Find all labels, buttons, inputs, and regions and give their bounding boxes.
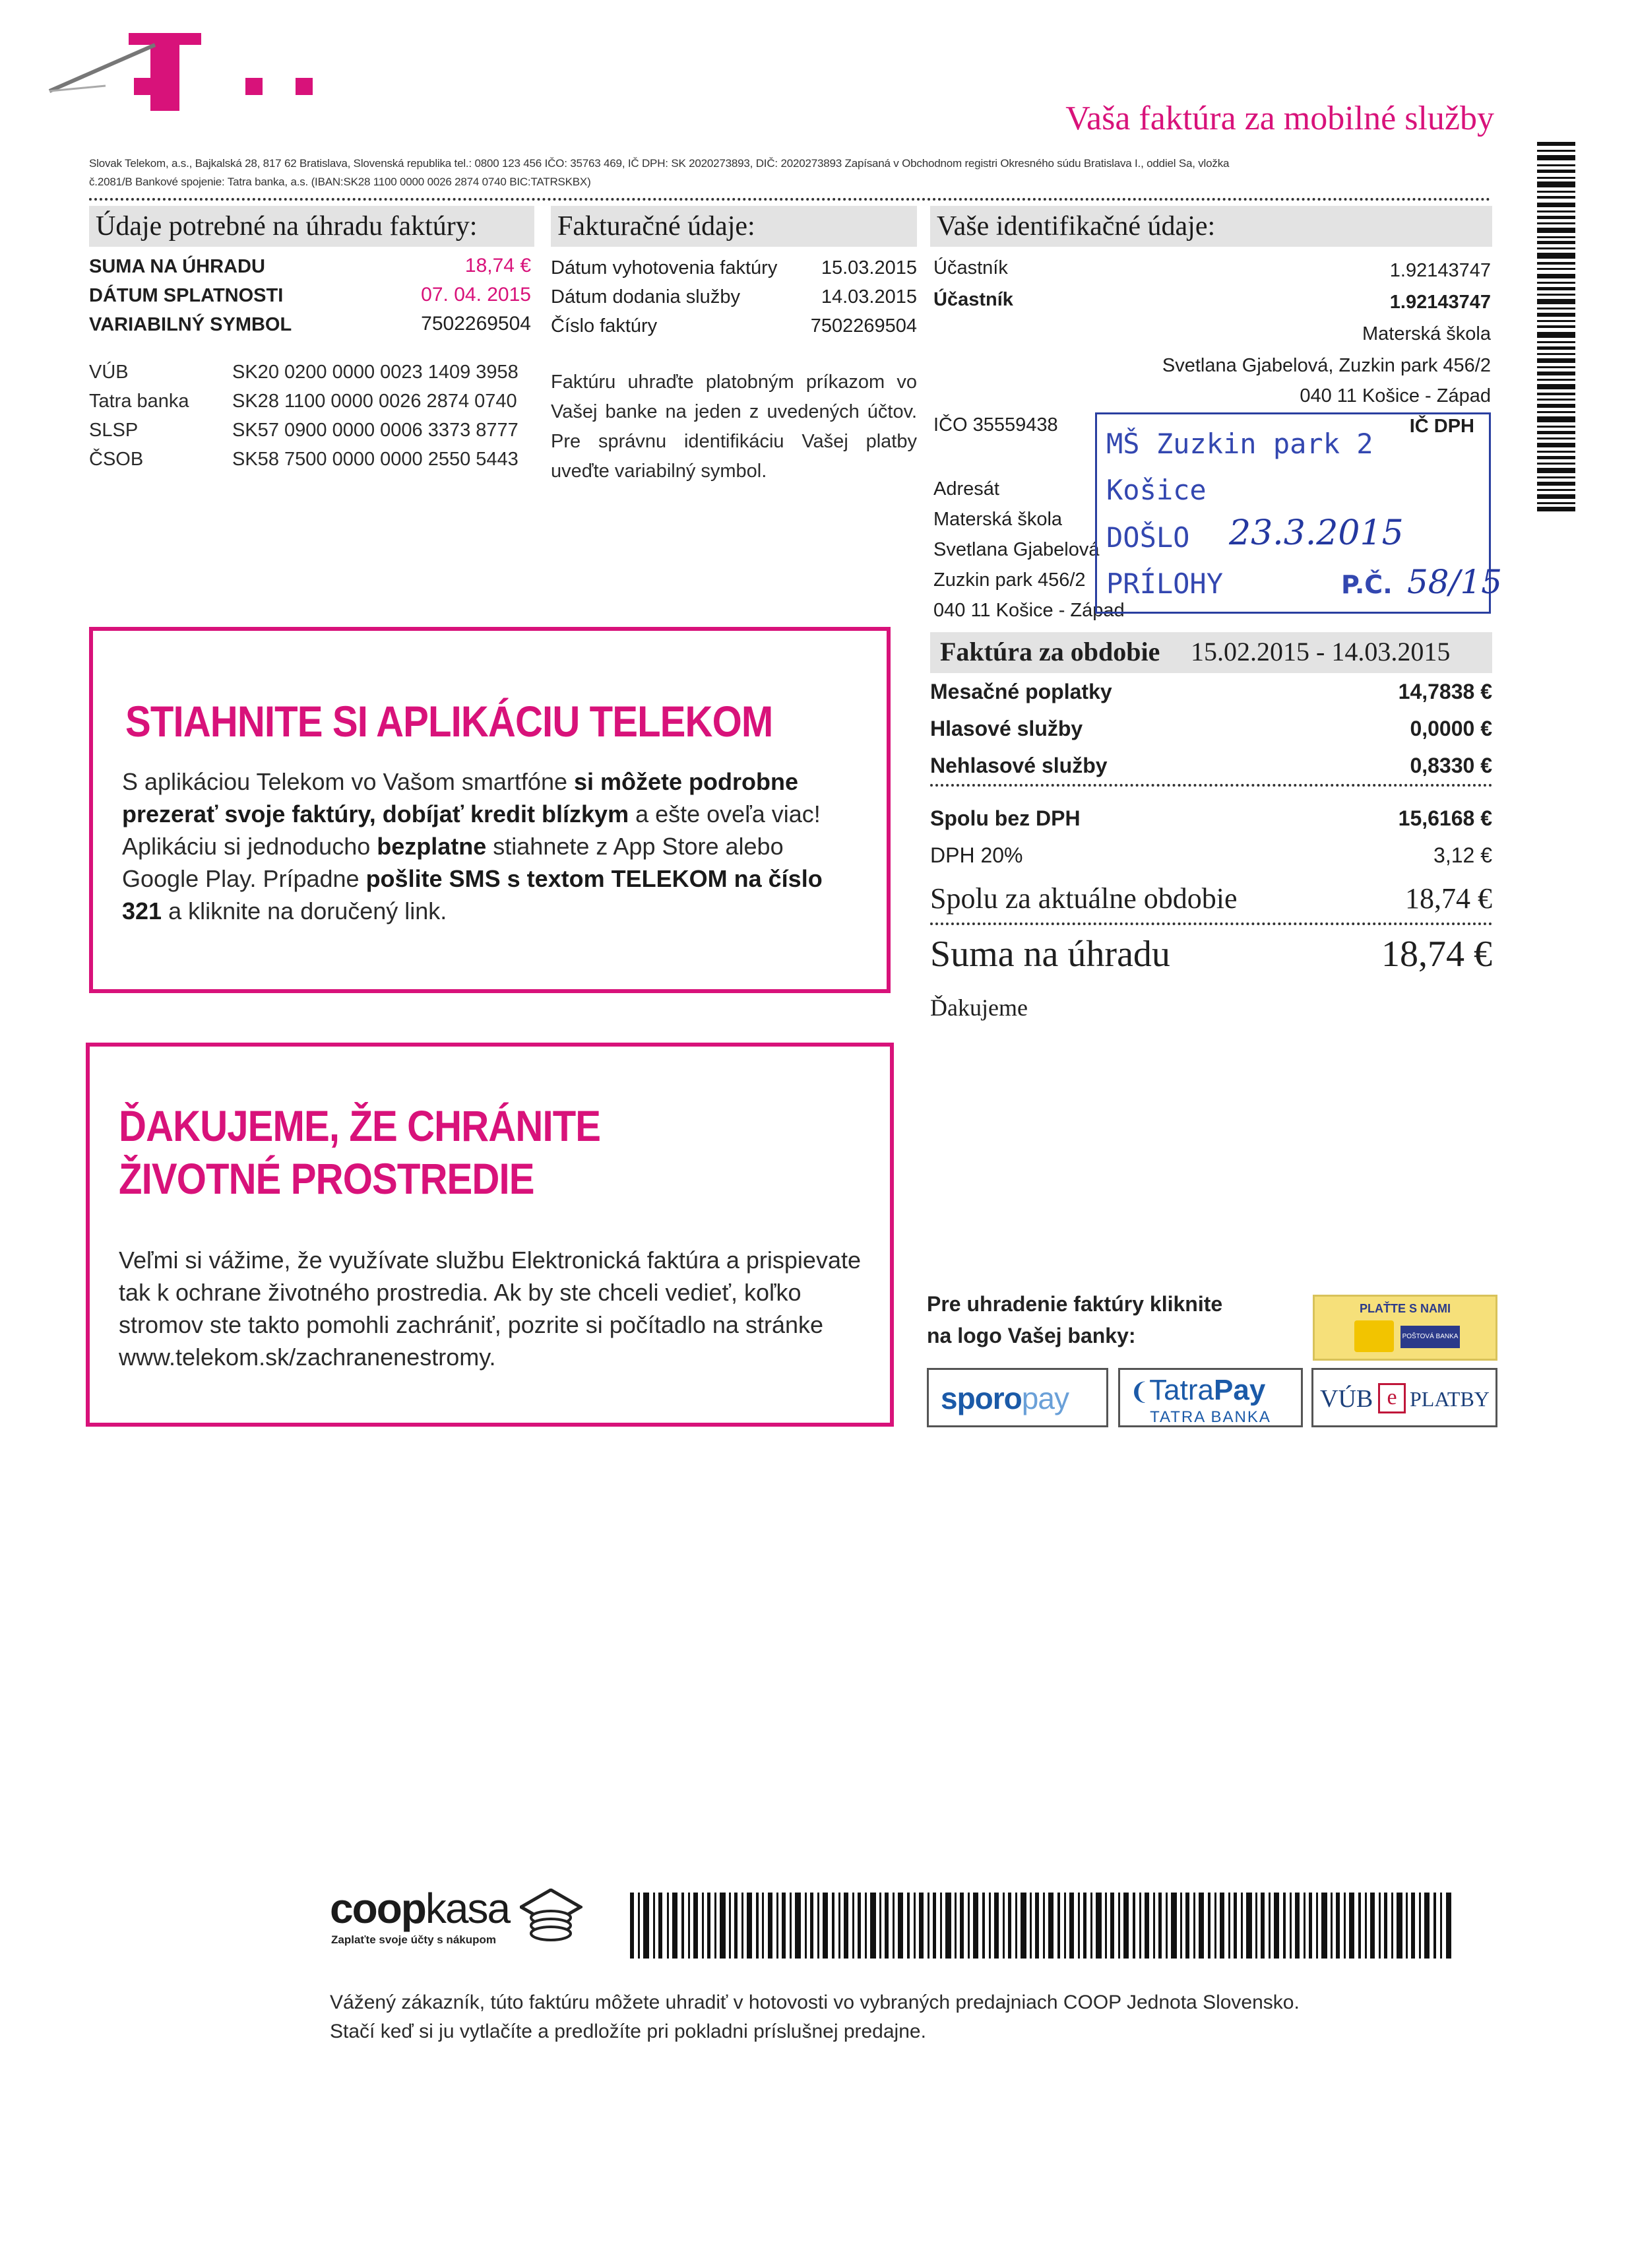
account-value: 1.92143747 bbox=[1389, 292, 1491, 313]
invoice-number-value: 7502269504 bbox=[810, 315, 917, 337]
promo-text-bold: si môžete podrobne prezerať svoje faktúry, dobíjať kredit blízkym bbox=[122, 768, 799, 827]
payment-heading: Údaje potrebné na úhradu faktúry: bbox=[89, 206, 534, 247]
charge-value: 0,0000 € bbox=[1410, 717, 1492, 740]
received-stamp bbox=[1095, 412, 1503, 614]
charge-value: 14,7838 € bbox=[1398, 680, 1492, 703]
tatrapay-part: Tatra bbox=[1149, 1374, 1214, 1406]
bank-name: Tatra banka bbox=[89, 391, 189, 412]
stamp-line: MŠ Zuzkin park 2 bbox=[1106, 428, 1373, 460]
addressee-line: 040 11 Košice - Západ bbox=[933, 600, 1125, 621]
due-date-value: 07. 04. 2015 bbox=[421, 284, 531, 306]
logo-square bbox=[296, 78, 313, 95]
ic-dph: IČ DPH bbox=[1409, 416, 1474, 437]
variable-symbol-value: 7502269504 bbox=[421, 313, 531, 335]
promo-text-bold: pošlite SMS s textom TELEKOM na číslo 321 bbox=[122, 865, 823, 924]
period-total-label: Spolu za aktuálne obdobie bbox=[930, 882, 1238, 915]
issued-value: 15.03.2015 bbox=[821, 257, 917, 278]
vub-text: VÚB bbox=[1320, 1385, 1373, 1413]
coop-tagline: Zaplaťte svoje účty s nákupom bbox=[331, 1933, 496, 1946]
charge-value: 0,8330 € bbox=[1410, 754, 1492, 777]
addressee-label: Adresát bbox=[933, 478, 999, 500]
vat-label: DPH 20% bbox=[930, 843, 1023, 867]
charge-label: Mesačné poplatky bbox=[930, 680, 1112, 703]
net-label: Spolu bez DPH bbox=[930, 806, 1081, 830]
ico: IČO 35559438 bbox=[933, 414, 1058, 436]
sporopay-part: pay bbox=[1021, 1381, 1069, 1415]
thanks-text: Ďakujeme bbox=[930, 994, 1028, 1021]
coopkasa-part: coop bbox=[330, 1885, 425, 1932]
staple-mark bbox=[46, 40, 158, 99]
coop-text: Stačí keď si ju vytlačíte a predložíte pri pokladni príslušnej predajne. bbox=[330, 2021, 926, 2042]
coins-icon bbox=[520, 1889, 582, 1945]
amount-due-value: 18,74 € bbox=[1381, 934, 1492, 975]
logo-square bbox=[245, 78, 263, 95]
bank-iban: SK57 0900 0000 0006 3373 8777 bbox=[232, 420, 519, 441]
divider bbox=[930, 923, 1492, 925]
app-promo-title: STIAHNITE SI APLIKÁCIU TELEKOM bbox=[125, 697, 773, 746]
stamp-pc: P.Č. bbox=[1341, 570, 1393, 599]
tatrapay-text bbox=[1129, 1374, 1265, 1407]
amount-value: 18,74 € bbox=[464, 255, 531, 276]
stamp-pc-value: 58/15 bbox=[1407, 563, 1503, 601]
vat-value: 3,12 € bbox=[1433, 843, 1492, 867]
payment-barcode bbox=[630, 1893, 1451, 1959]
amount-label: SUMA NA ÚHRADU bbox=[89, 256, 265, 277]
bank-name: ČSOB bbox=[89, 449, 144, 470]
addressee-line: Materská škola bbox=[933, 509, 1063, 530]
variable-symbol-label: VARIABILNÝ SYMBOL bbox=[89, 314, 292, 335]
company-info: Slovak Telekom, a.s., Bajkalská 28, 817 62 Bratislava, Slovenská republika tel.: 0800 123 456 IČO: 35763 469, IČ DPH: SK 2020273893, DIČ: 2020273893 Zapísaná v Obchodnom registri Okresného súdu Bratislava I., oddiel Sa, vložka bbox=[89, 157, 1230, 170]
coopkasa-logo bbox=[330, 1884, 509, 1933]
promo-text-part: a ešte oveľa viac! Aplikáciu si jednoducho bbox=[122, 800, 821, 860]
stamp-date: 23.3.2015 bbox=[1229, 513, 1404, 553]
coop-text: Vážený zákazník, túto faktúru môžete uhradiť v hotovosti vo vybraných predajniach COOP Jednota Slovensko. bbox=[330, 1992, 1300, 2013]
promo-text-bold: bezplatne bbox=[377, 833, 487, 860]
vertical-barcode bbox=[1537, 142, 1575, 511]
document-title: Vaša faktúra za mobilné služby bbox=[1065, 100, 1494, 137]
payment-note: Faktúru uhraďte platobným príkazom vo Vašej banke na jeden z uvedených účtov. Pre správnu identifikáciu Vašej platby uveďte variabilný symbol. bbox=[551, 372, 917, 482]
env-promo-text: Veľmi si vážime, že využívate službu Elektronická faktúra a prispievate tak k ochrane životného prostredia. Ak by ste chceli vedieť, koľko stromov ste takto pomohli zachrániť, pozrite si počítadlo na stránke www.telekom.sk/zachranenestromy. bbox=[119, 1247, 861, 1371]
customer-address: Svetlana Gjabelová, Zuzkin park 456/2 bbox=[1162, 355, 1491, 376]
company-info: č.2081/B Bankové spojenie: Tatra banka, a.s. (IBAN:SK28 1100 0000 0026 2874 0740 BIC:TATRSKBX) bbox=[89, 176, 591, 188]
customer-city: 040 11 Košice - Západ bbox=[1300, 385, 1491, 406]
account-label: Účastník bbox=[933, 289, 1013, 310]
stamp-line: PRÍLOHY bbox=[1106, 567, 1224, 600]
customer-name: Materská škola bbox=[1362, 323, 1491, 344]
charge-label: Nehlasové služby bbox=[930, 754, 1108, 777]
bank-pay-text: Pre uhradenie faktúry kliknite bbox=[927, 1292, 1223, 1316]
vub-e-icon: e bbox=[1378, 1383, 1406, 1413]
sporopay-part: sporo bbox=[941, 1381, 1022, 1415]
sporopay-logo[interactable] bbox=[927, 1368, 1108, 1427]
app-promo-text bbox=[122, 765, 854, 927]
addressee-line: Zuzkin park 456/2 bbox=[933, 569, 1086, 591]
period-total-value: 18,74 € bbox=[1405, 882, 1492, 915]
tatrapay-icon: ❨ bbox=[1129, 1378, 1150, 1405]
addressee-line: Svetlana Gjabelová bbox=[933, 539, 1100, 560]
env-promo-title: ŽIVOTNÉ PROSTREDIE bbox=[119, 1154, 534, 1203]
participant-label: Účastník bbox=[933, 257, 1008, 278]
period-label: Faktúra za obdobie bbox=[940, 637, 1160, 666]
invoice-number-label: Číslo faktúry bbox=[551, 315, 658, 337]
net-value: 15,6168 € bbox=[1398, 806, 1492, 830]
identification-heading: Vaše identifikačné údaje: bbox=[930, 206, 1492, 247]
tatrapay-part: Pay bbox=[1214, 1374, 1266, 1406]
stamp-line: DOŠLO bbox=[1106, 521, 1190, 554]
amount-due-label: Suma na úhradu bbox=[930, 934, 1170, 975]
delivery-value: 14.03.2015 bbox=[821, 286, 917, 308]
bank-pay-text: na logo Vašej banky: bbox=[927, 1324, 1136, 1347]
bank-name: VÚB bbox=[89, 362, 129, 383]
postova-label: PLAŤTE S NAMI bbox=[1360, 1302, 1451, 1315]
delivery-label: Dátum dodania služby bbox=[551, 286, 740, 308]
env-promo-title: ĎAKUJEME, ŽE CHRÁNITE bbox=[119, 1101, 601, 1150]
vub-platby-text: PLATBY bbox=[1410, 1387, 1490, 1411]
bank-iban: SK58 7500 0000 0000 2550 5443 bbox=[232, 449, 519, 470]
period-value: 15.02.2015 - 14.03.2015 bbox=[1191, 637, 1451, 666]
postova-badge: POŠTOVÁ BANKA bbox=[1400, 1326, 1460, 1348]
bank-iban: SK20 0200 0000 0023 1409 3958 bbox=[232, 362, 519, 383]
bank-name: SLSP bbox=[89, 420, 139, 441]
issued-label: Dátum vyhotovenia faktúry bbox=[551, 257, 778, 278]
postova-emblem-icon bbox=[1354, 1320, 1394, 1352]
sporopay-text bbox=[941, 1380, 1069, 1416]
bank-iban: SK28 1100 0000 0026 2874 0740 bbox=[232, 391, 517, 412]
tatra-banka-text: TATRA BANKA bbox=[1150, 1408, 1271, 1426]
promo-text-part: S aplikáciou Telekom vo Vašom smartfóne bbox=[122, 768, 574, 795]
tatrapay-logo[interactable] bbox=[1118, 1368, 1303, 1427]
promo-text-part: stiahnete z App Store alebo Google Play. Prípadne bbox=[122, 833, 784, 892]
due-date-label: DÁTUM SPLATNOSTI bbox=[89, 285, 284, 306]
stamp-line: Košice bbox=[1106, 474, 1207, 506]
divider bbox=[89, 198, 1491, 201]
coopkasa-part: kasa bbox=[425, 1885, 510, 1932]
invoice-heading: Fakturačné údaje: bbox=[551, 206, 917, 247]
vub-eplatby-logo[interactable] bbox=[1311, 1368, 1497, 1427]
promo-text-part: a kliknite na doručený link. bbox=[162, 897, 447, 924]
participant-value: 1.92143747 bbox=[1389, 260, 1491, 281]
charge-label: Hlasové služby bbox=[930, 717, 1083, 740]
postova-banka-logo[interactable] bbox=[1313, 1295, 1497, 1361]
divider bbox=[930, 784, 1492, 787]
